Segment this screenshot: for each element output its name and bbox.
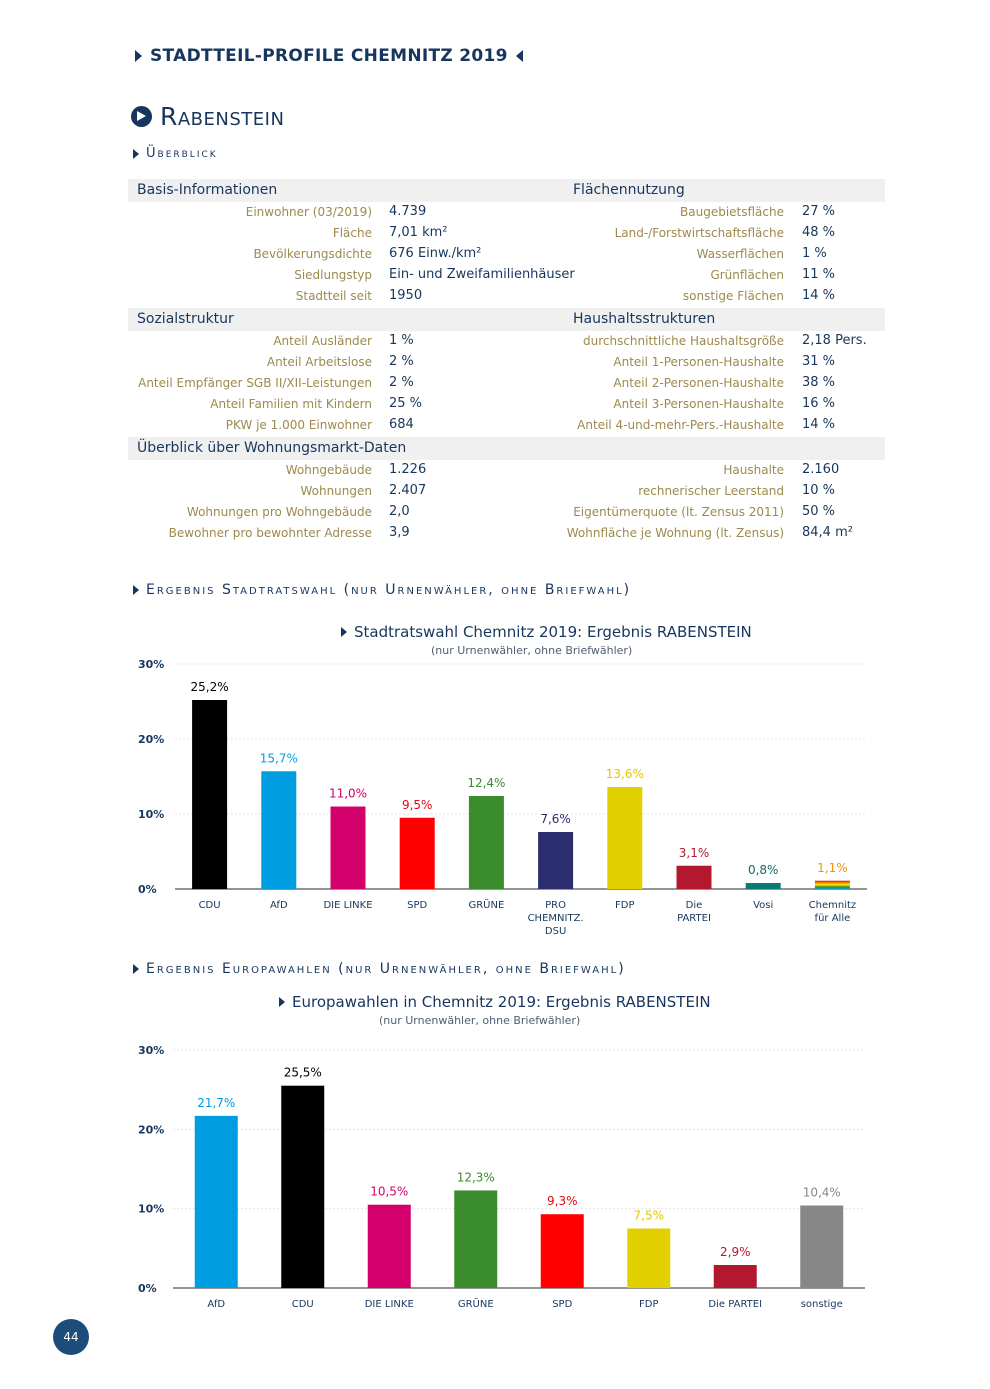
row-left-value: 1950 (389, 288, 423, 303)
bar (541, 1214, 584, 1288)
table-row (128, 265, 885, 286)
data-label: 25,2% (190, 680, 229, 694)
row-right-label: Wasserflächen (696, 247, 784, 261)
category-label: CDU (291, 1299, 314, 1310)
category-label: DSU (544, 926, 567, 937)
row-left-value: 2 % (389, 375, 414, 390)
arrow-right-icon (133, 964, 139, 974)
bar (454, 1190, 497, 1288)
category-label: CHEMNITZ. (527, 913, 584, 924)
table-row (128, 331, 885, 352)
arrow-right-icon (279, 997, 285, 1007)
data-label: 7,5% (633, 1208, 664, 1223)
category-label: SPD (552, 1299, 573, 1310)
table-row (128, 352, 885, 373)
row-right-value: 27 % (802, 204, 836, 219)
row-right-label: Grünflächen (710, 268, 784, 282)
row-right-label: Anteil 1-Personen-Haushalte (613, 355, 784, 369)
chart-europawahlen (130, 1040, 880, 1320)
chart2-subtitle: (nur Urnenwähler, ohne Briefwähler) (379, 1014, 581, 1027)
row-left-label: Anteil Empfänger SGB II/XII-Leistungen (138, 376, 372, 390)
bar (627, 1229, 670, 1289)
row-left-value: 7,01 km² (389, 225, 448, 240)
row-left-value: Ein- und Zweifamilienhäuser (389, 267, 575, 282)
section-heading-left: Sozialstruktur (137, 311, 234, 327)
arrow-right-icon (341, 627, 347, 637)
table-row (128, 523, 885, 544)
row-right-value: 31 % (802, 354, 836, 369)
table-section-header (128, 308, 885, 331)
data-label: 11,0% (328, 786, 368, 801)
y-tick-label: 0% (138, 883, 157, 896)
section-europa (133, 961, 626, 977)
bar (800, 1205, 843, 1288)
chart-stadtratswahl (130, 655, 880, 945)
row-left-value: 1 % (389, 333, 414, 348)
row-right-value: 14 % (802, 417, 836, 432)
chart1-title (341, 623, 752, 641)
bar (607, 787, 642, 889)
row-right-value: 11 % (802, 267, 836, 282)
category-label: FDP (639, 1299, 659, 1310)
bar (368, 1205, 411, 1288)
category-label: PRO (545, 900, 567, 911)
chart2-title (279, 993, 711, 1011)
chart1-subtitle: (nur Urnenwähler, ohne Briefwähler) (431, 644, 633, 657)
row-right-label: Eigentümerquote (lt. Zensus 2011) (573, 505, 784, 519)
table-row (128, 481, 885, 502)
category-label: GRÜNE (457, 1299, 494, 1310)
table-row (128, 202, 885, 223)
y-tick-label: 0% (138, 1282, 157, 1295)
table-row (128, 373, 885, 394)
row-right-label: Land-/Forstwirtschaftsfläche (614, 226, 784, 240)
row-left-value: 2 % (389, 354, 414, 369)
category-label: AfD (269, 900, 288, 911)
bar (469, 796, 504, 889)
row-left-label: Fläche (332, 226, 372, 240)
y-tick-label: 20% (138, 733, 165, 746)
row-right-label: Anteil 2-Personen-Haushalte (613, 376, 784, 390)
table-row (128, 502, 885, 523)
section-heading-left: Überblick über Wohnungsmarkt-Daten (137, 440, 407, 456)
data-label: 2,9% (720, 1244, 751, 1259)
row-right-value: 1 % (802, 246, 827, 261)
data-label: 10,4% (802, 1185, 841, 1200)
arrow-left-icon (516, 50, 523, 62)
bar (281, 1086, 324, 1288)
section-heading-left: Basis-Informationen (137, 182, 278, 198)
circle-arrow-icon (131, 106, 152, 127)
document-header (135, 46, 523, 66)
bar (538, 832, 573, 889)
data-label: 21,7% (197, 1095, 236, 1110)
category-label: DIE LINKE (364, 1299, 414, 1310)
row-right-value: 48 % (802, 225, 836, 240)
y-tick-label: 10% (138, 1202, 165, 1216)
bar (677, 866, 712, 889)
category-label: Die (685, 900, 703, 911)
category-label: Chemnitz (808, 900, 857, 911)
row-left-value: 2,0 (389, 504, 410, 519)
row-left-label: Wohnungen (300, 484, 372, 498)
page-title (131, 102, 284, 131)
bar (714, 1265, 757, 1288)
category-label: PARTEI (677, 913, 711, 924)
data-label: 12,3% (456, 1170, 495, 1185)
arrow-right-icon (133, 585, 139, 595)
row-left-label: Bevölkerungsdichte (253, 247, 372, 261)
category-label: für Alle (814, 913, 851, 924)
table-row (128, 394, 885, 415)
section-heading-right: Haushaltsstrukturen (573, 311, 716, 327)
data-label: 25,5% (283, 1065, 322, 1080)
row-left-label: Bewohner pro bewohnter Adresse (168, 526, 372, 540)
row-left-label: Wohngebäude (285, 463, 372, 477)
row-right-value: 14 % (802, 288, 836, 303)
category-label: DIE LINKE (323, 900, 373, 911)
bar (746, 883, 781, 889)
row-right-value: 38 % (802, 375, 836, 390)
section-heading-right: Flächennutzung (573, 182, 685, 198)
row-left-value: 25 % (389, 396, 423, 411)
table-row (128, 460, 885, 481)
chart1-title-text: Stadtratswahl Chemnitz 2019: Ergebnis RABENSTEIN (354, 623, 752, 641)
page-number: 44 (53, 1319, 89, 1355)
data-label: 13,6% (605, 767, 644, 781)
row-right-value: 10 % (802, 483, 836, 498)
row-left-value: 4.739 (389, 204, 427, 219)
row-right-value: 2.160 (802, 462, 840, 477)
row-right-label: Anteil 4-und-mehr-Pers.-Haushalte (577, 418, 784, 432)
row-right-label: sonstige Flächen (682, 289, 784, 303)
category-label: Vosi (753, 900, 774, 911)
row-right-label: Haushalte (723, 463, 784, 477)
row-right-label: durchschnittliche Haushaltsgröße (582, 334, 784, 348)
row-left-label: Siedlungstyp (294, 268, 372, 282)
row-left-value: 2.407 (389, 483, 427, 498)
bar (195, 1116, 238, 1288)
category-label: AfD (207, 1299, 226, 1310)
row-left-label: Anteil Arbeitslose (266, 355, 372, 369)
data-label: 7,6% (540, 812, 571, 826)
arrow-right-icon (135, 50, 142, 62)
table-row (128, 415, 885, 436)
row-right-value: 2,18 Pers. (802, 333, 867, 348)
row-right-label: Baugebietsfläche (680, 205, 784, 219)
row-right-value: 84,4 m² (802, 525, 853, 540)
row-left-label: Einwohner (03/2019) (245, 205, 372, 219)
row-left-value: 676 Einw./km² (389, 246, 482, 261)
table-row (128, 244, 885, 265)
category-label: GRÜNE (468, 900, 505, 911)
section-stadtrat (133, 582, 631, 598)
category-label: Die PARTEI (708, 1299, 763, 1310)
bar (815, 881, 850, 889)
data-label: 9,3% (547, 1194, 578, 1209)
row-left-label: Stadtteil seit (295, 289, 372, 303)
data-label: 15,7% (259, 751, 298, 766)
category-label: SPD (407, 900, 428, 911)
arrow-right-icon (133, 149, 139, 159)
section-europa-label: Ergebnis Europawahlen (nur Urnenwähler, ohne Briefwahl) (146, 961, 626, 977)
row-left-value: 3,9 (389, 525, 410, 540)
table-section-header (128, 437, 885, 460)
bar (261, 771, 296, 889)
y-tick-label: 20% (138, 1123, 165, 1137)
category-label: FDP (615, 900, 635, 911)
row-left-label: Anteil Ausländer (273, 334, 372, 348)
data-label: 10,5% (370, 1184, 409, 1199)
header-title: STADTTEIL-PROFILE CHEMNITZ 2019 (150, 46, 508, 66)
row-left-label: Wohnungen pro Wohngebäude (186, 505, 372, 519)
row-left-value: 684 (389, 417, 414, 432)
row-right-value: 50 % (802, 504, 836, 519)
category-label: CDU (198, 900, 221, 911)
bar (331, 807, 366, 890)
section-overview (133, 146, 218, 161)
y-tick-label: 10% (138, 808, 165, 821)
category-label: sonstige (800, 1299, 843, 1310)
table-row (128, 223, 885, 244)
table-section-header (128, 179, 885, 202)
chart2-title-text: Europawahlen in Chemnitz 2019: Ergebnis RABENSTEIN (292, 993, 711, 1011)
section-overview-label: Überblick (146, 146, 218, 161)
row-right-label: Wohnfläche je Wohnung (lt. Zensus) (566, 526, 784, 540)
row-left-value: 1.226 (389, 462, 427, 477)
row-left-label: Anteil Familien mit Kindern (210, 397, 372, 411)
row-left-label: PKW je 1.000 Einwohner (225, 418, 372, 432)
bar (400, 818, 435, 889)
table-row (128, 286, 885, 307)
section-stadtrat-label: Ergebnis Stadtratswahl (nur Urnenwähler, ohne Briefwahl) (146, 582, 632, 598)
data-label: 0,8% (747, 863, 779, 877)
row-right-label: rechnerischer Leerstand (638, 484, 784, 498)
y-tick-label: 30% (138, 658, 165, 671)
data-label: 9,5% (401, 797, 433, 812)
row-right-value: 16 % (802, 396, 836, 411)
data-label: 3,1% (678, 845, 710, 860)
bar (192, 700, 227, 889)
data-label: 12,4% (467, 776, 506, 790)
page-title-text: Rabenstein (160, 102, 285, 131)
data-label: 1,1% (817, 860, 848, 875)
row-right-label: Anteil 3-Personen-Haushalte (613, 397, 784, 411)
y-tick-label: 30% (138, 1044, 165, 1057)
